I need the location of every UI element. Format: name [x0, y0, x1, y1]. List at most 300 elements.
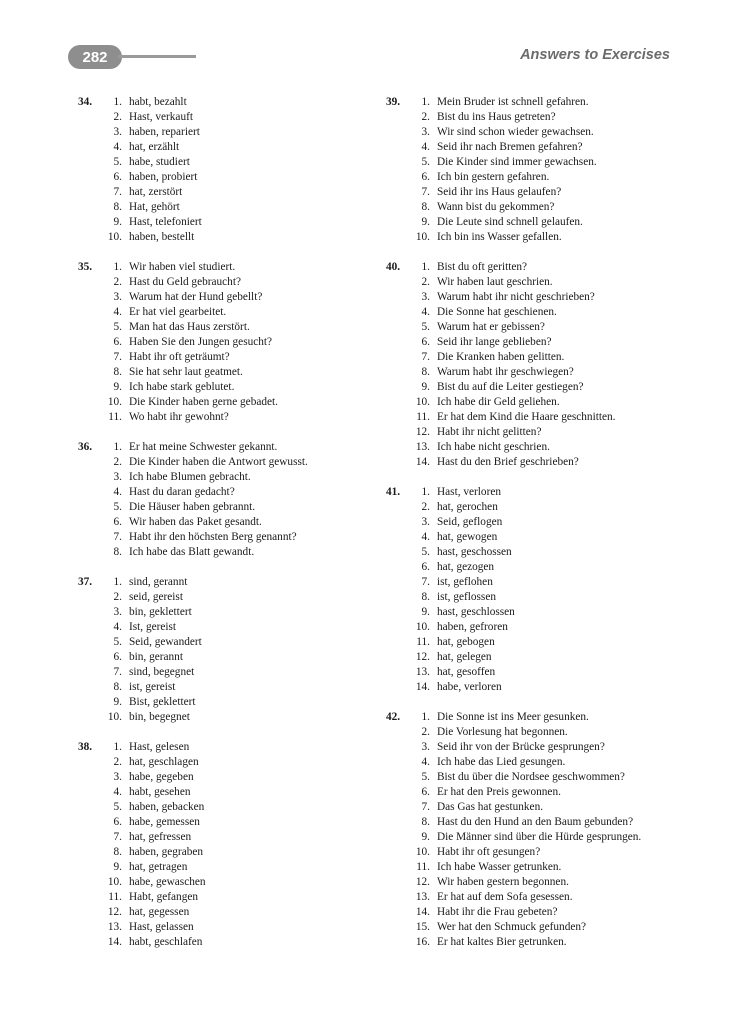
answer-row: [386, 800, 686, 815]
right-answer-column: [386, 95, 686, 965]
exercise-number: [78, 125, 102, 140]
answer-number: 1.: [421, 96, 430, 108]
answer-text: Bist du auf die Leiter gestiegen?: [437, 381, 584, 393]
answer-text: habe, gemessen: [129, 816, 200, 828]
answer-text: Er hat kaltes Bier getrunken.: [437, 936, 567, 948]
answer-number: 7.: [421, 351, 430, 363]
exercise-block: [78, 575, 378, 725]
exercise-number: [386, 935, 410, 950]
exercise-number: [78, 845, 102, 860]
exercise-number: [78, 380, 102, 395]
answer-row: [386, 395, 686, 410]
answer-text: Hat, gehört: [129, 201, 180, 213]
answer-row: [78, 890, 378, 905]
answer-number: 10.: [415, 621, 430, 633]
answer-number: 4.: [421, 141, 430, 153]
answer-number: 2.: [421, 501, 430, 513]
answer-number: 2.: [421, 111, 430, 123]
answer-text: habe, verloren: [437, 681, 502, 693]
answer-row: [78, 290, 378, 305]
answer-text: Die Kinder sind immer gewachsen.: [437, 156, 597, 168]
answer-row: [386, 830, 686, 845]
answer-row: [78, 770, 378, 785]
exercise-number: [78, 650, 102, 665]
answer-row: [386, 560, 686, 575]
answer-number: 4.: [421, 756, 430, 768]
answer-text: haben, probiert: [129, 171, 198, 183]
answer-text: Die Männer sind über die Hürde gesprungen.: [437, 831, 642, 843]
answer-row: [386, 230, 686, 245]
answer-row: [78, 920, 378, 935]
answer-number: 3.: [113, 606, 122, 618]
exercise-number: [386, 620, 410, 635]
answer-number: 13.: [415, 891, 430, 903]
answer-text: Hast du den Brief geschrieben?: [437, 456, 579, 468]
answer-text: Er hat dem Kind die Haare geschnitten.: [437, 411, 616, 423]
exercise-number: [386, 740, 410, 755]
exercise-number: [78, 635, 102, 650]
exercise-number: [386, 140, 410, 155]
answer-number: 2.: [113, 456, 122, 468]
exercise-number: [386, 800, 410, 815]
answer-text: Ich bin gestern gefahren.: [437, 171, 550, 183]
exercise-number: 34.: [78, 96, 93, 108]
answer-text: Die Kranken haben gelitten.: [437, 351, 565, 363]
answer-text: Die Kinder haben gerne gebadet.: [129, 396, 278, 408]
exercise-number: [78, 470, 102, 485]
answer-row: [78, 200, 378, 215]
answer-row: [386, 545, 686, 560]
answer-number: 1.: [421, 261, 430, 273]
answer-text: hat, gezogen: [437, 561, 495, 573]
answer-row: [78, 335, 378, 350]
answer-number: 3.: [421, 741, 430, 753]
answer-row: [386, 440, 686, 455]
exercise-number: [78, 275, 102, 290]
answer-row: [386, 590, 686, 605]
answer-number: 1.: [113, 441, 122, 453]
exercise-number: 37.: [78, 576, 93, 588]
answer-text: Hast du Geld gebraucht?: [129, 276, 241, 288]
answer-row: [78, 545, 378, 560]
answer-number: 14.: [415, 681, 430, 693]
exercise-block: [78, 440, 378, 560]
exercise-number: [78, 140, 102, 155]
answer-number: 1.: [113, 261, 122, 273]
exercise-number: [78, 710, 102, 725]
answer-text: Er hat den Preis gewonnen.: [437, 786, 561, 798]
answer-row: [386, 275, 686, 290]
answer-row: [386, 425, 686, 440]
answer-row: [386, 890, 686, 905]
answer-text: Habt ihr nicht gelitten?: [437, 426, 542, 438]
exercise-number: [386, 305, 410, 320]
answer-text: habt, gesehen: [129, 786, 191, 798]
answer-number: 11.: [416, 411, 430, 423]
exercise-number: 39.: [386, 96, 401, 108]
answer-text: Ist, gereist: [129, 621, 177, 633]
answer-row: [78, 230, 378, 245]
answer-row: [78, 260, 378, 275]
answer-number: 5.: [421, 321, 430, 333]
answer-number: 8.: [421, 816, 430, 828]
exercise-number: [386, 545, 410, 560]
answer-text: Habt ihr oft geträumt?: [129, 351, 230, 363]
answer-row: [78, 575, 378, 590]
exercise-number: [386, 410, 410, 425]
exercise-number: [386, 230, 410, 245]
exercise-number: [78, 920, 102, 935]
answer-number: 5.: [113, 321, 122, 333]
answer-row: [386, 350, 686, 365]
exercise-number: [78, 365, 102, 380]
exercise-number: [386, 200, 410, 215]
answer-text: Die Kinder haben die Antwort gewusst.: [129, 456, 308, 468]
exercise-number: [78, 755, 102, 770]
answer-row: [386, 380, 686, 395]
answer-row: [78, 815, 378, 830]
answer-row: [386, 845, 686, 860]
answer-number: 4.: [113, 141, 122, 153]
answer-number: 12.: [415, 426, 430, 438]
exercise-number: [386, 815, 410, 830]
answer-number: 4.: [113, 486, 122, 498]
exercise-number: [386, 155, 410, 170]
answer-row: [386, 500, 686, 515]
answer-text: hat, gegessen: [129, 906, 190, 918]
answer-text: Er hat meine Schwester gekannt.: [129, 441, 278, 453]
answer-text: Hast, gelassen: [129, 921, 194, 933]
exercise-number: [386, 590, 410, 605]
answer-text: hat, zerstört: [129, 186, 183, 198]
answer-row: [386, 875, 686, 890]
exercise-number: [78, 290, 102, 305]
answer-text: Habt, gefangen: [129, 891, 199, 903]
answer-number: 2.: [113, 276, 122, 288]
answer-text: Mein Bruder ist schnell gefahren.: [437, 96, 589, 108]
answer-number: 3.: [113, 291, 122, 303]
answer-row: [386, 140, 686, 155]
exercise-number: [78, 155, 102, 170]
answer-number: 16.: [415, 936, 430, 948]
exercise-number: [386, 455, 410, 470]
answer-text: hat, geschlagen: [129, 756, 199, 768]
answer-row: [78, 665, 378, 680]
answer-number: 13.: [415, 441, 430, 453]
answer-text: Seid, gewandert: [129, 636, 202, 648]
answer-row: [78, 785, 378, 800]
exercise-number: [78, 605, 102, 620]
answer-number: 6.: [421, 786, 430, 798]
answer-text: Habt ihr die Frau gebeten?: [437, 906, 558, 918]
answer-text: Seid ihr ins Haus gelaufen?: [437, 186, 562, 198]
left-answer-column: [78, 95, 378, 965]
exercise-number: [386, 125, 410, 140]
answer-row: [78, 845, 378, 860]
answer-text: sind, begegnet: [129, 666, 195, 678]
answer-number: 6.: [113, 336, 122, 348]
exercise-number: [78, 170, 102, 185]
answer-text: Er hat auf dem Sofa gesessen.: [437, 891, 573, 903]
answer-text: Hast, gelesen: [129, 741, 190, 753]
answer-number: 8.: [113, 681, 122, 693]
answer-number: 7.: [421, 186, 430, 198]
answer-number: 3.: [421, 516, 430, 528]
answer-row: [78, 710, 378, 725]
answer-text: Bist du oft geritten?: [437, 261, 528, 273]
answer-text: haben, repariert: [129, 126, 200, 138]
exercise-number: 40.: [386, 261, 401, 273]
answer-text: seid, gereist: [129, 591, 183, 603]
answer-number: 6.: [113, 516, 122, 528]
answer-number: 10.: [415, 396, 430, 408]
exercise-block: [386, 485, 686, 695]
answer-number: 6.: [113, 171, 122, 183]
exercise-number: [78, 815, 102, 830]
answer-row: [386, 935, 686, 950]
answer-number: 5.: [113, 501, 122, 513]
answer-number: 5.: [421, 546, 430, 558]
answer-text: habe, gegeben: [129, 771, 194, 783]
answer-number: 9.: [113, 861, 122, 873]
exercise-number: [386, 605, 410, 620]
answer-number: 4.: [421, 306, 430, 318]
answer-number: 6.: [421, 561, 430, 573]
answer-text: Seid ihr lange geblieben?: [437, 336, 552, 348]
answer-text: Seid ihr nach Bremen gefahren?: [437, 141, 583, 153]
answer-number: 11.: [416, 861, 430, 873]
exercise-number: [386, 845, 410, 860]
answer-row: [386, 170, 686, 185]
answer-number: 1.: [113, 96, 122, 108]
answer-text: Habt ihr den höchsten Berg genannt?: [129, 531, 297, 543]
answer-number: 3.: [421, 291, 430, 303]
answer-number: 7.: [113, 831, 122, 843]
answer-row: [78, 485, 378, 500]
exercise-block: [78, 95, 378, 245]
exercise-number: [78, 800, 102, 815]
answer-text: hat, getragen: [129, 861, 188, 873]
answer-number: 5.: [113, 801, 122, 813]
exercise-number: [78, 935, 102, 950]
exercise-number: [386, 425, 410, 440]
answer-number: 14.: [415, 456, 430, 468]
answer-number: 5.: [421, 771, 430, 783]
answer-row: [386, 305, 686, 320]
answer-row: [386, 455, 686, 470]
exercise-number: [78, 860, 102, 875]
answer-number: 2.: [421, 726, 430, 738]
answer-number: 10.: [415, 846, 430, 858]
answer-number: 9.: [421, 831, 430, 843]
answer-row: [78, 455, 378, 470]
answer-text: hat, erzählt: [129, 141, 180, 153]
answer-row: [386, 710, 686, 725]
answer-row: [386, 215, 686, 230]
answer-number: 15.: [415, 921, 430, 933]
answer-row: [78, 350, 378, 365]
exercise-number: [386, 650, 410, 665]
header-rule: [118, 55, 196, 58]
answer-row: [78, 905, 378, 920]
answer-text: hat, gerochen: [437, 501, 498, 513]
answer-text: Wir sind schon wieder gewachsen.: [437, 126, 594, 138]
exercise-number: [386, 440, 410, 455]
answer-row: [78, 440, 378, 455]
answer-row: [78, 860, 378, 875]
answer-text: Haben Sie den Jungen gesucht?: [129, 336, 273, 348]
exercise-number: [78, 875, 102, 890]
exercise-block: [78, 260, 378, 425]
answer-text: hast, geschossen: [437, 546, 512, 558]
answer-row: [78, 830, 378, 845]
exercise-number: [78, 485, 102, 500]
answer-number: 1.: [421, 711, 430, 723]
answer-text: Wir haben viel studiert.: [129, 261, 236, 273]
answer-number: 9.: [421, 381, 430, 393]
exercise-number: [386, 500, 410, 515]
answer-number: 11.: [416, 636, 430, 648]
answer-text: Die Vorlesung hat begonnen.: [437, 726, 568, 738]
answer-text: bin, geklettert: [129, 606, 192, 618]
answer-text: Warum hat er gebissen?: [437, 321, 545, 333]
answer-text: Wir haben das Paket gesandt.: [129, 516, 262, 528]
exercise-number: [386, 335, 410, 350]
answer-text: ist, gereist: [129, 681, 176, 693]
answer-number: 4.: [421, 531, 430, 543]
answer-row: [386, 635, 686, 650]
answer-number: 2.: [113, 591, 122, 603]
answer-row: [386, 740, 686, 755]
answer-text: Ich habe stark geblutet.: [129, 381, 235, 393]
exercise-block: [386, 95, 686, 245]
answer-text: habt, geschlafen: [129, 936, 203, 948]
exercise-number: 38.: [78, 741, 93, 753]
answer-text: Hast du den Hund an den Baum gebunden?: [437, 816, 634, 828]
answer-row: [386, 815, 686, 830]
answer-number: 4.: [113, 621, 122, 633]
answer-number: 6.: [421, 336, 430, 348]
answer-row: [386, 515, 686, 530]
answer-text: sind, gerannt: [129, 576, 188, 588]
answer-row: [78, 185, 378, 200]
exercise-number: [78, 335, 102, 350]
answer-number: 11.: [108, 411, 122, 423]
exercise-number: [386, 560, 410, 575]
exercise-number: [78, 695, 102, 710]
answer-number: 12.: [415, 651, 430, 663]
answer-row: [78, 140, 378, 155]
exercise-number: [386, 575, 410, 590]
answer-row: [78, 275, 378, 290]
exercise-number: [386, 830, 410, 845]
answer-number: 8.: [421, 591, 430, 603]
exercise-number: [78, 830, 102, 845]
answer-row: [78, 590, 378, 605]
answer-number: 3.: [113, 126, 122, 138]
answer-row: [386, 770, 686, 785]
answer-number: 7.: [113, 186, 122, 198]
answer-row: [386, 605, 686, 620]
answer-row: [78, 380, 378, 395]
answer-number: 14.: [107, 936, 122, 948]
answer-number: 9.: [421, 216, 430, 228]
exercise-number: 36.: [78, 441, 93, 453]
answer-row: [78, 800, 378, 815]
answer-text: Ich habe dir Geld geliehen.: [437, 396, 560, 408]
answer-row: [78, 320, 378, 335]
answer-row: [386, 785, 686, 800]
exercise-number: 41.: [386, 486, 401, 498]
answer-number: 3.: [421, 126, 430, 138]
exercise-number: [78, 905, 102, 920]
answer-row: [386, 185, 686, 200]
exercise-number: [386, 110, 410, 125]
exercise-number: [386, 365, 410, 380]
answer-text: haben, gegraben: [129, 846, 204, 858]
answer-text: Hast du daran gedacht?: [129, 486, 235, 498]
answer-row: [386, 530, 686, 545]
answer-text: Wann bist du gekommen?: [437, 201, 555, 213]
answer-text: Bist du ins Haus getreten?: [437, 111, 556, 123]
exercise-number: [78, 530, 102, 545]
answer-row: [386, 335, 686, 350]
exercise-block: [386, 260, 686, 470]
answer-number: 5.: [421, 156, 430, 168]
answer-number: 2.: [113, 111, 122, 123]
exercise-number: [78, 110, 102, 125]
exercise-number: [386, 920, 410, 935]
exercise-number: [78, 770, 102, 785]
exercise-number: 42.: [386, 711, 401, 723]
answer-number: 1.: [421, 486, 430, 498]
exercise-number: [78, 395, 102, 410]
answer-row: [386, 905, 686, 920]
answer-number: 1.: [113, 741, 122, 753]
answer-text: bin, begegnet: [129, 711, 190, 723]
answer-number: 4.: [113, 786, 122, 798]
answer-row: [386, 680, 686, 695]
answer-text: Die Sonne ist ins Meer gesunken.: [437, 711, 589, 723]
exercise-number: [78, 665, 102, 680]
answer-text: Hast, verkauft: [129, 111, 193, 123]
answer-text: Die Sonne hat geschienen.: [437, 306, 557, 318]
answer-row: [386, 260, 686, 275]
answer-text: Hast, telefoniert: [129, 216, 202, 228]
answer-number: 8.: [421, 201, 430, 213]
answer-text: Warum hat der Hund gebellt?: [129, 291, 263, 303]
page-number-badge: 282: [68, 45, 122, 69]
answer-text: Wo habt ihr gewohnt?: [129, 411, 229, 423]
answer-row: [386, 95, 686, 110]
answer-row: [386, 920, 686, 935]
exercise-number: [78, 185, 102, 200]
answer-row: [78, 215, 378, 230]
answer-text: Warum habt ihr geschwiegen?: [437, 366, 574, 378]
answer-number: 2.: [113, 756, 122, 768]
exercise-number: [386, 890, 410, 905]
answer-number: 10.: [107, 396, 122, 408]
answer-text: Ich habe das Blatt gewandt.: [129, 546, 255, 558]
answer-number: 7.: [113, 351, 122, 363]
answer-number: 9.: [421, 606, 430, 618]
answer-number: 7.: [421, 801, 430, 813]
answer-text: Bist du über die Nordsee geschwommen?: [437, 771, 625, 783]
exercise-number: [78, 590, 102, 605]
answer-text: Die Häuser haben gebrannt.: [129, 501, 256, 513]
answer-number: 7.: [113, 666, 122, 678]
answer-text: Seid, geflogen: [437, 516, 503, 528]
